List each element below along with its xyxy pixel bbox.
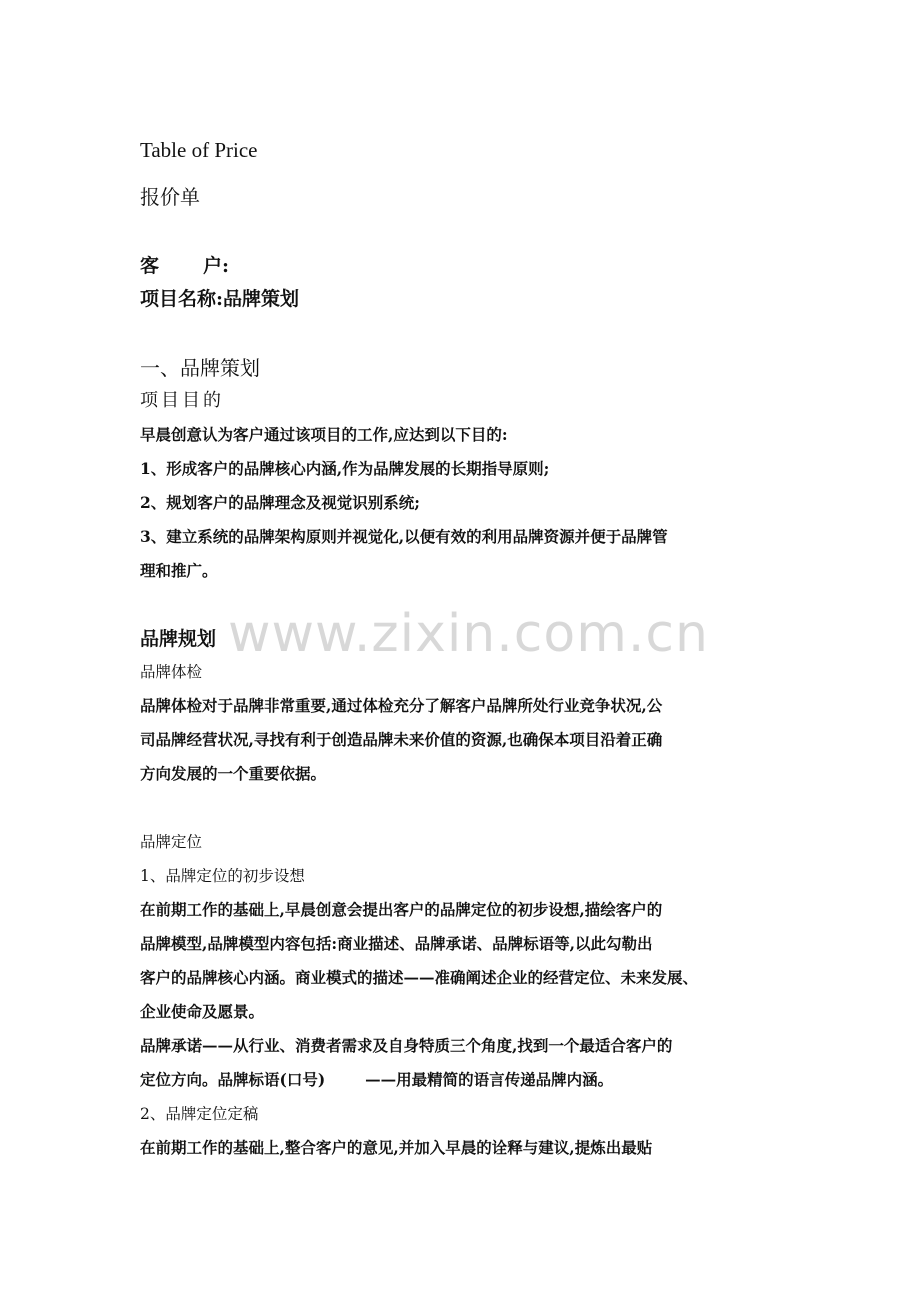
checkup-line: 方向发展的一个重要依据。: [140, 764, 327, 783]
positioning-line: 品牌承诺——从行业、消费者需求及自身特质三个角度,找到一个最适合客户的: [140, 1036, 673, 1055]
positioning-line-part: 定位方向。品牌标语(口号): [140, 1070, 326, 1089]
purpose-item: 理和推广。: [140, 561, 218, 580]
positioning-line-part: ——用最精简的语言传递品牌内涵。: [365, 1070, 614, 1089]
positioning-subheading: 2、品牌定位定稿: [140, 1105, 259, 1123]
positioning-line: 品牌模型,品牌模型内容包括:商业描述、品牌承诺、品牌标语等,以此勾勒出: [140, 934, 653, 953]
positioning-line: 在前期工作的基础上,早晨创意会提出客户的品牌定位的初步设想,描绘客户的: [140, 900, 663, 919]
purpose-item: 3、建立系统的品牌架构原则并视觉化,以便有效的利用品牌资源并便于品牌管: [140, 527, 668, 546]
positioning-line: 企业使命及愿景。: [140, 1002, 265, 1021]
planning-heading: 品牌规划: [140, 628, 217, 650]
purpose-item: 2、规划客户的品牌理念及视觉识别系统;: [140, 493, 421, 512]
checkup-line: 品牌体检对于品牌非常重要,通过体检充分了解客户品牌所处行业竞争状况,公: [140, 696, 663, 715]
client-label-a: 客: [140, 255, 160, 277]
project-name: 项目名称:品牌策划: [140, 288, 300, 310]
purpose-heading: 项目目的: [140, 390, 224, 411]
title-cn: 报价单: [140, 185, 200, 209]
positioning-line: [140, 1068, 613, 1090]
title-en: Table of Price: [140, 138, 258, 162]
client-label-b: 户:: [203, 255, 230, 277]
client-label: [140, 251, 229, 278]
watermark: www.zixin.com.cn: [228, 604, 709, 664]
purpose-intro: 早晨创意认为客户通过该项目的工作,应达到以下目的:: [140, 425, 508, 444]
positioning-subheading: 1、品牌定位的初步设想: [140, 867, 305, 885]
positioning-heading: 品牌定位: [140, 833, 203, 851]
purpose-item: 1、形成客户的品牌核心内涵,作为品牌发展的长期指导原则;: [140, 459, 550, 478]
checkup-heading: 品牌体检: [140, 663, 203, 681]
section-heading: 一、品牌策划: [140, 356, 260, 380]
positioning-line: 客户的品牌核心内涵。商业模式的描述——准确阐述企业的经营定位、未来发展、: [140, 968, 699, 987]
positioning-line: 在前期工作的基础上,整合客户的意见,并加入早晨的诠释与建议,提炼出最贴: [140, 1138, 653, 1157]
checkup-line: 司品牌经营状况,寻找有利于创造品牌未来价值的资源,也确保本项目沿着正确: [140, 730, 663, 749]
